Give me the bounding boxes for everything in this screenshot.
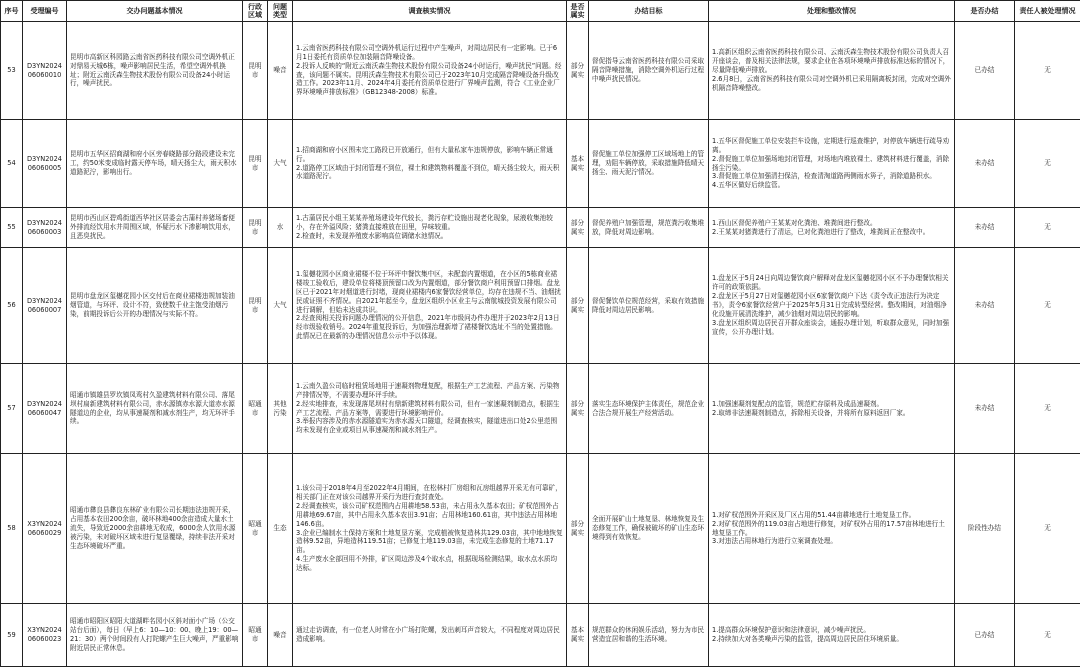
cell-region: 昭通市 [243,454,268,604]
table-row [1,208,1080,248]
cell-basic: 昆明市盘龙区玺樾花园小区交付后在商业裙楼违规加装油烟管道，与环评、设计不符，致使数千业主饱受油烟污染，前期投诉后公开的办理情况与实际不符。 [67,248,243,364]
cell-region: 昆明市 [243,120,268,208]
cell-region: 昆明市 [243,22,268,120]
cell-done: 未办结 [955,208,1015,248]
cell-seq: 58 [1,454,23,604]
cell-type: 噪音 [268,604,293,667]
cell-blame: 无 [1015,604,1080,667]
cell-goal: 督促施工单位加强停工区域场地上的管理，劝阻车辆停放，采取措施降低晴天扬尘、雨天泥泞情况。 [589,120,709,208]
cell-handle: 1.加强速凝剂复配点的监管，规范贮存原料及成品速凝剂。 2.取缔非法速凝剂制造点，拆除相关设备，并将所有原料返回厂家。 [709,364,955,454]
cell-blame: 无 [1015,208,1080,248]
cell-seq: 55 [1,208,23,248]
cell-type: 其他污染 [268,364,293,454]
cell-goal: 规范群众的休闲娱乐活动，努力为市民营造宜居和谐的生活环境。 [589,604,709,667]
table-row [1,454,1080,604]
cell-region: 昆明市 [243,208,268,248]
cell-done: 未办结 [955,120,1015,208]
header-verify: 调查核实情况 [293,1,567,22]
cell-region: 昭通市 [243,604,268,667]
cell-seq: 54 [1,120,23,208]
cell-type: 大气 [268,120,293,208]
cell-basic: 昆明市西山区碧鸡街道西华社区居委会古蒲村养猪场畜便外排流经饮用水井周围区域，怀疑污水下渗影响饮用水，且恶臭扰民。 [67,208,243,248]
table-row [1,604,1080,667]
cell-verify: 1.云南省医药科技有限公司空调外机运行过程中产生噪声，对周边居民有一定影响。已于6月1日委托有资质单位加装隔音降噪设备。 2.投诉人反映的“附近云南沃森生物技术股份有限公司设备24小时运行，噪声扰民”问题。经查，该问题不属实。昆明沃森生物技术有限公司已于2023年10月完成隔音降噪设备升级改造工作。2023年11月、2024年4月委托有资质单位进行厂界噪声监测，符合《工业企业厂界环境噪声排放标准》（GB12348-2008）标准。 [293,22,567,120]
cell-fact: 部分属实 [567,22,589,120]
cell-fact: 基本属实 [567,604,589,667]
cell-basic: 昆明市五华区招商湖和府小区旁春晓路部分路段建设未完工，约50米变成临时露天停车场，晴天扬尘大，雨天积水道路泥泞，影响出行。 [67,120,243,208]
cell-basic: 昭通市彝良县彝良东林矿业有限公司长期违法违规开采，占用基本农田200余亩，破坏林地400余亩造成大量水土流失，导致近2000余亩耕地无收成，6000余人饮用水源被污染，未对破坏区域未进行复垦覆绿，持续非法开采对生态环境破坏严重。 [67,454,243,604]
cell-verify: 1.招商湖和府小区围未完工路段已开放通行，但有大量私家车违规停放，影响车辆正常通行。 2.道路停工区域由于封闭管理不到位，裸土和建筑物料覆盖不到位，晴天扬尘较大，雨天积水道路泥泞。 [293,120,567,208]
cell-goal: 落实生态环境保护主体责任，规范企业合法合规开展生产经营活动。 [589,364,709,454]
cell-blame: 无 [1015,364,1080,454]
cell-fact: 部分属实 [567,248,589,364]
cell-region: 昆明市 [243,248,268,364]
header-handle: 处理和整改情况 [709,1,955,22]
cell-basic: 昆明市高新区科园路云南省医药科技有限公司空调外机正对鼎易天城6栋，噪声影响居民生活，希望空调外机换址；附近云南沃森生物技术股份有限公司设备24小时运行，噪声扰民。 [67,22,243,120]
cell-fact: 部分属实 [567,208,589,248]
cell-type: 噪音 [268,22,293,120]
cell-seq: 59 [1,604,23,667]
header-basic: 交办问题基本情况 [67,1,243,22]
cell-verify: 1.该公司于2018年4月至2022年4月期间，在松林村厂房组和瓦房组越界开采无有可靠矿，相关部门正在对该公司越界开采行为进行查封查处。 2.经调查核实，该公司矿权范围内占用耕地58.53亩，未占用永久基本农田；矿权范围外占用耕地69.67亩，其中占用永久基本农田3.91亩；占用林地160.61亩，其中违法占用林地146.6亩。 3.企业已编制水土保持方案和土地复垦方案，完成植被恢复造林共129.03亩，其中地地恢复造林9.52亩，异地造林119.51亩；已修复土地119.03亩，未完成生态修复的土地71.17亩。 4.生产废水全部回用不外排，矿区周边涉及4个取水点，根据现场检测结果，取水点水质均达标。 [293,454,567,604]
cell-blame: 无 [1015,22,1080,120]
cell-seq: 53 [1,22,23,120]
cell-id: X3YN2024 06060029 [23,454,67,604]
header-goal: 办结目标 [589,1,709,22]
cell-seq: 56 [1,248,23,364]
table-header-row [1,1,1080,22]
cell-fact: 部分属实 [567,454,589,604]
cell-seq: 57 [1,364,23,454]
cell-id: D3YN2024 06060010 [23,22,67,120]
table-row [1,120,1080,208]
cell-basic: 昭通市昭阳区昭阳大道湖畔名园小区斜对面小广场（公交站台后面），每日（早上6：10—10：00、晚上19：00—21：30）两个时间段有人打陀螺产生巨大噪声，严重影响附近居民正常休息。 [67,604,243,667]
cell-goal: 全面开展矿山土地复垦、林地恢复及生态修复工作，确保被破坏的矿山生态环境得到有效恢复。 [589,454,709,604]
cell-fact: 部分属实 [567,364,589,454]
cell-type: 大气 [268,248,293,364]
cell-type: 生态 [268,454,293,604]
header-fact: 是否属实 [567,1,589,22]
cell-goal: 督促餐饮单位规范经营，采取有效措施降低对周边居民影响。 [589,248,709,364]
cell-basic: 昭通市镇雄县罗坎镇凤鸾村久盈建筑材料有限公司、落尾坝村扁新建筑材料有限公司，赤水源镇赤水源大道赤水源隧道边的企业，均从事速凝剂和减水剂生产，均无环评手续。 [67,364,243,454]
cell-handle: 1.五华区督促施工单位安装拦车设施，定期进行巡查维护，对停放车辆进行疏导劝离。 2.督促施工单位加强场地封闭管理，对场地内堆放裸土、建筑材料进行覆盖，消除扬尘污染。 3.督促施工单位加强清扫保洁，检查清淘道路两侧雨水箅子，消除道路积水。 4.五华区做好后续监管。 [709,120,955,208]
cell-done: 阶段性办结 [955,454,1015,604]
cell-handle: 1.西山区督促养殖户王某某对化粪池、堆粪间进行整改。 2.王某某对猪粪进行了清运，已对化粪池进行了整改，堆粪间正在整改中。 [709,208,955,248]
cell-handle: 1.对矿权范围外开采区及厂区占用的51.44亩耕地进行土地复垦工作。 2.对矿权范围外的119.03亩占地进行修复，对矿权外占用的17.57亩林地进行土地复垦工作。 3.对违法占用林地行为进行立案调查处理。 [709,454,955,604]
cell-handle: 1.提高群众环境保护意识和法律意识，减少噪声扰民。 2.持续加大对各类噪声污染的监管，提高周边居民居住环境质量。 [709,604,955,667]
header-region: 行政区域 [243,1,268,22]
cell-verify: 通过走访调查，有一位老人时常在小广场打陀螺，发出刺耳声音较大，不同程度对周边居民造成影响。 [293,604,567,667]
cell-done: 已办结 [955,22,1015,120]
cell-handle: 1.盘龙区于5月24日向周边餐饮商户解释对盘龙区玺樾花园小区不予办理餐饮相关许可的政策依据。 2.盘龙区于5月27日对玺樾花园小区6家餐饮商户下达《责令改正违法行为决定书》，责令6家餐饮经营户于2025年5月31日完成转型经营。整改期间，对油烟净化设施开展清洗维护，减少油烟对周边居民的影响。 3.盘龙区组织周边居民召开群众座谈会，通报办理计划，听取群众意见，同时加强宣传，公开办理计划。 [709,248,955,364]
cell-verify: 1.古蒲居民小组王某某养殖场建设年代较长，粪污存贮设施出现老化现象，尿液收集池较小，存在外溢风险；猪粪直接堆放在田里，异味较重。 2.检查时，未发现养殖废水影响高位调储水池情况。 [293,208,567,248]
cell-id: X3YN2024 06060023 [23,604,67,667]
cell-blame: 无 [1015,120,1080,208]
cell-handle: 1.高新区组织云南省医药科技有限公司、云南沃森生物技术股份有限公司负责人召开座谈会，普及相关法律法规，要求企业在各项环境噪声排放标准达标的情况下，尽量降低噪声排放。 2.6月8日，云南省医药科技有限公司对空调外机已采用隔离板封闭，完成对空调外机隔音降噪整改。 [709,22,955,120]
cell-verify: 1.云南久盈公司临时租赁场地用于速凝剂物理复配，根据生产工艺流程、产品方案、污染物产排情况等，不需要办理环评手续。 2.经实地排查，未发现落尾坝村有鼎新建筑材料有限公司，但有一家速凝剂制造点，根据生产工艺流程、产品方案等，需要进行环境影响评价。 3.举报内容涉及的赤水源隧道实为赤水源天口隧道，经调查核实，隧道进出口处2公里范围均未发现有企业或项目从事速凝剂和减水剂生产。 [293,364,567,454]
cell-blame: 无 [1015,248,1080,364]
header-seq: 序号 [1,1,23,22]
cell-fact: 基本属实 [567,120,589,208]
cell-id: D3YN2024 06060005 [23,120,67,208]
cell-verify: 1.玺樾花园小区商业裙楼不位于环评中餐饮集中区，未配套内置烟道，在小区的5栋商业裙楼竣工验收后，建设单位将楼顶预留口改为内置烟道，部分餐饮商户利用预留口排烟。盘龙区已于2021年对烟道进行封堵，现商业裙楼内6家餐饮经营单位，均存在违规不当、油烟扰民或证照不齐情况。自2021年起至今，盘龙区组织小区业主与云南航城投资发展有限公司进行调解，但始未达成共识。 2.经查阅相关投诉问题办理情况的公开信息，2021年市级问办件办理并于2023年2月13日经市级验收销号。2024年重复投诉后，为加强治理新增了裙楼餐饮选址不当的处置措施。此情况已在最新的办理情况信息公示中予以体现。 [293,248,567,364]
cell-id: D3YN2024 06060003 [23,208,67,248]
header-done: 是否办结 [955,1,1015,22]
cell-region: 昭通市 [243,364,268,454]
header-blame: 责任人被处理情况 [1015,1,1080,22]
cell-done: 未办结 [955,248,1015,364]
table-row [1,364,1080,454]
cell-done: 未办结 [955,364,1015,454]
table-row [1,22,1080,120]
header-id: 受理编号 [23,1,67,22]
cell-done: 已办结 [955,604,1015,667]
cell-goal: 督促养殖户加强管理，规范粪污收集堆放，降低对周边影响。 [589,208,709,248]
cell-goal: 督促指导云南省医药科技有限公司采取隔音降噪措施，消除空调外机运行过程中噪声扰民情况。 [589,22,709,120]
cell-blame: 无 [1015,454,1080,604]
cell-id: D3YN2024 06060007 [23,248,67,364]
cell-id: D3YN2024 06060047 [23,364,67,454]
header-type: 问题类型 [268,1,293,22]
cell-type: 水 [268,208,293,248]
table-row [1,248,1080,364]
